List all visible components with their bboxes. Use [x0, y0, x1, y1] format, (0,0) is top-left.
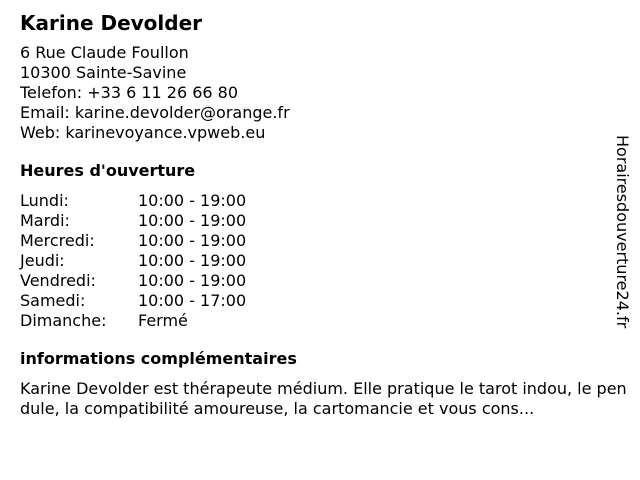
time-value: Fermé: [138, 311, 188, 330]
time-value: 10:00 - 19:00: [138, 271, 247, 290]
hours-heading: Heures d'ouverture: [20, 161, 196, 180]
day-label: Samedi:: [20, 291, 86, 310]
time-value: 10:00 - 19:00: [138, 191, 247, 210]
day-label: Mercredi:: [20, 231, 95, 250]
time-value: 10:00 - 19:00: [138, 211, 247, 230]
hours-table: [20, 191, 630, 331]
phone-line: Telefon: +33 6 11 26 66 80: [20, 83, 239, 102]
info-heading: informations complémentaires: [20, 349, 297, 368]
hours-row-sunday: [20, 311, 630, 331]
address-street: 6 Rue Claude Foullon: [20, 43, 189, 62]
hours-row-tuesday: [20, 211, 630, 231]
web-line: Web: karinevoyance.vpweb.eu: [20, 123, 266, 142]
hours-row-monday: [20, 191, 630, 211]
day-label: Dimanche:: [20, 311, 107, 330]
hours-row-saturday: [20, 291, 630, 311]
day-label: Vendredi:: [20, 271, 96, 290]
time-value: 10:00 - 17:00: [138, 291, 247, 310]
time-value: 10:00 - 19:00: [138, 231, 247, 250]
address-city: 10300 Sainte-Savine: [20, 63, 187, 82]
business-name: Karine Devolder: [20, 11, 203, 35]
day-label: Jeudi:: [20, 251, 65, 270]
business-description: Karine Devolder est thérapeute médium. Elle pratique le tarot indou, le pendule, la compatibilité amoureuse, la cartomancie et vous cons...: [20, 379, 627, 418]
hours-row-friday: [20, 271, 630, 291]
time-value: 10:00 - 19:00: [138, 251, 247, 270]
email-line: Email: karine.devolder@orange.fr: [20, 103, 290, 122]
hours-row-wednesday: [20, 231, 630, 251]
day-label: Lundi:: [20, 191, 69, 210]
day-label: Mardi:: [20, 211, 70, 230]
business-card: [20, 10, 630, 419]
site-watermark: Horairesdouverture24.fr: [613, 135, 632, 329]
hours-row-thursday: [20, 251, 630, 271]
